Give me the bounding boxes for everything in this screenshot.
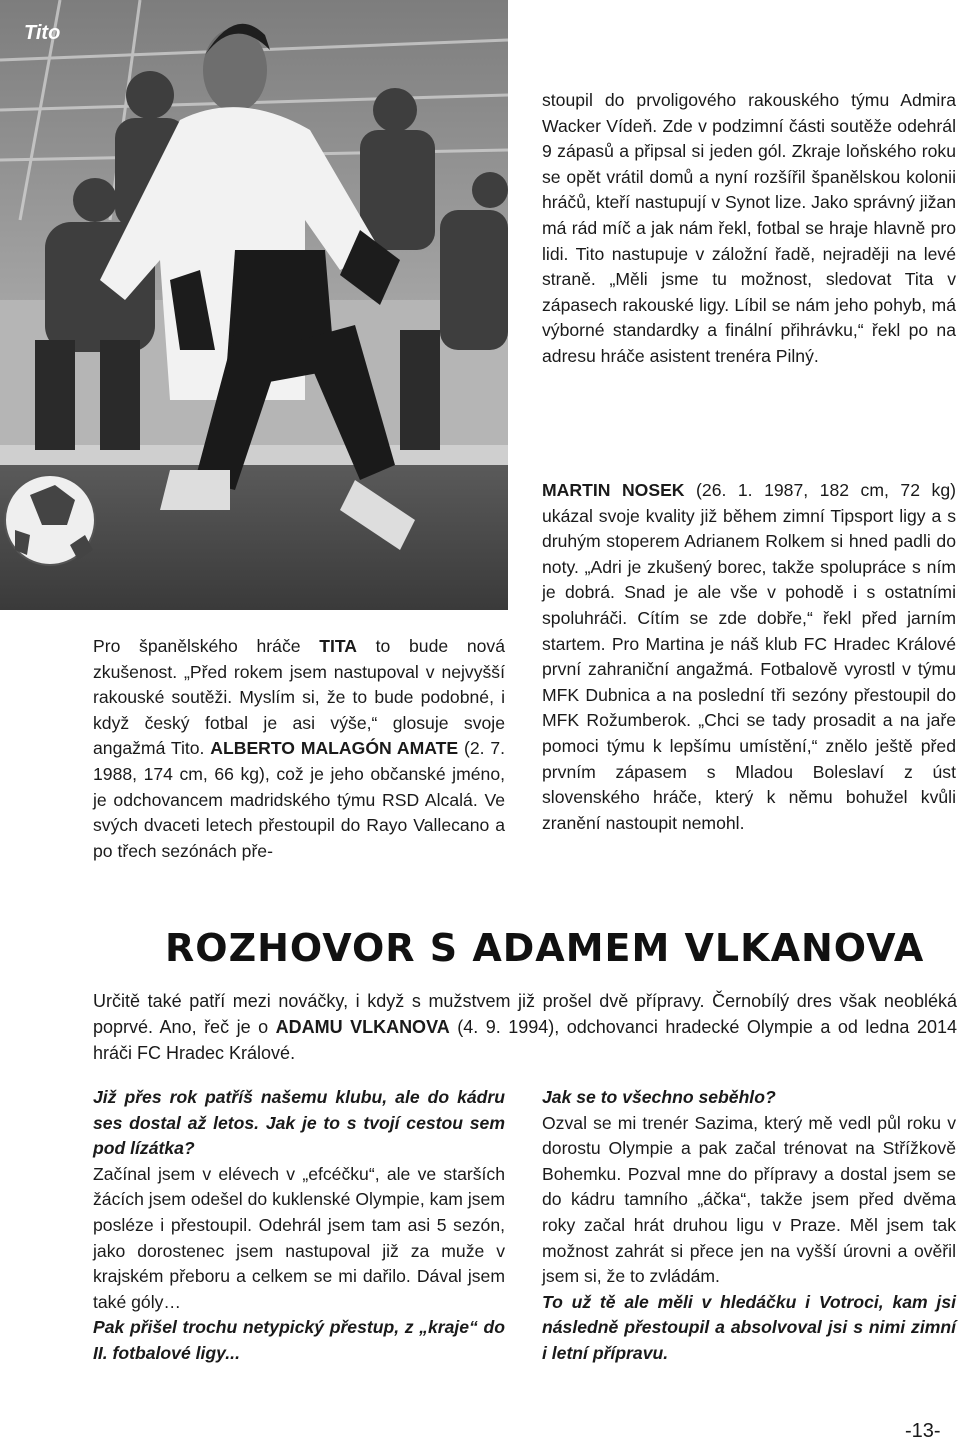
photo-caption: Tito bbox=[24, 22, 61, 44]
intro-text-2: to bude nová zkušenost. „Před rokem jsem nastupoval v nejvyšší rakouské soutěži. Myslím si, že to bude podobné, i když český fotbal je asi výše,“ glosuje svoje angažmá Tito. bbox=[93, 636, 505, 759]
interviewee-name: ADAMU VLKANOVA bbox=[275, 1017, 450, 1037]
player-photo bbox=[0, 0, 508, 610]
question-3: Jak se to všechno seběhlo? bbox=[542, 1087, 776, 1107]
intro-text-1: Pro španělského hráče bbox=[93, 636, 320, 656]
player-name-tito: TITA bbox=[319, 636, 357, 656]
question-1: Již přes rok patříš našemu klubu, ale do kádru ses dostal až letos. Jak je to s tvojí cestou sem pod lízátka? bbox=[93, 1087, 505, 1159]
answer-3: Ozval se mi trenér Sazima, který mě vedl půl roku v dorostu Olympie a pak začal trénovat na Střížkově Bohemku. Pozval mne do přípravy a dostal jsem se do kádru tamního „áčka“, takže jsem před dvěma roky začal hrát druhou ligu v Praze. Měl jsem tak možnost zahrát si přece jen na vyšší úrovni a ověřil jsem si, že to zvládám. bbox=[542, 1112, 956, 1287]
article-intro-right bbox=[542, 88, 956, 370]
interview-heading: ROZHOVOR S ADAMEM VLKANOVA bbox=[165, 926, 925, 970]
interview-intro bbox=[93, 988, 957, 1066]
intro-right-text: stoupil do prvoligového rakouského týmu Admira Wacker Vídeň. Zde v podzimní části soutěže odehrál 9 zápasů a připsal si jeden gól. Zkraje loňského roku se opět vrátil domů a nyní rozšířil španělskou kolonii hráčů, kteří nastupují v Synot lize. Jako správný jižan má rád míč a jak nám řekl, fotbal se hraje hlavně pro lidi. Tito nastupuje v záložní řadě, nejraději na levé straně. „Měli jsme tu možnost, sledovat Tita v zápasech rakouské ligy. Líbil se nám jeho pohyb, má výborné standardky a finální přihrávku,“ řekl po na adresu hráče asistent trenéra Pilný. bbox=[542, 90, 956, 366]
player-name-nosek: MARTIN NOSEK bbox=[542, 480, 685, 500]
question-4: To už tě ale měli v hledáčku i Votroci, kam jsi následně přestoupil a absolvoval jsi s nimi zimní i letní přípravu. bbox=[542, 1291, 956, 1363]
article-nosek bbox=[542, 478, 956, 836]
player-photo-illustration bbox=[0, 0, 508, 610]
page-number: -13- bbox=[905, 1420, 941, 1442]
player-fullname: ALBERTO MALAGÓN AMATE bbox=[210, 738, 459, 759]
interview-intro-a: Určitě také patří mezi nováčky, i když s mužstvem již prošel dvě přípravy. Černobílý dres však neobléká poprvé. Ano, řeč je o bbox=[93, 991, 957, 1037]
answer-1: Začínal jsem v elévech v „efcéčku“, ale ve starších žácích jsem odešel do kuklenské Olympie, kam jsem posléze i přestoupil. Odehrál jsem tam asi 5 sezón, jako dorostenec jsem nastupoval již za muže v krajském přeboru a celkem se mi dařilo. Dával jsem také góly… bbox=[93, 1163, 505, 1312]
interview-intro-b: (4. 9. 1994), odchovanci hradecké Olympie a od ledna 2014 hráči FC Hradec Králové. bbox=[93, 1017, 957, 1063]
interview-qa-right bbox=[542, 1085, 956, 1367]
intro-text-3: (2. 7. 1988, 174 cm, 66 kg), což je jeho občanské jméno, je odchovancem madridského týmu RSD Alcalá. Ve svých dvaceti letech přestoupil do Rayo Vallecano a po třech sezónách pře- bbox=[93, 738, 506, 861]
article-intro-left bbox=[93, 634, 505, 864]
nosek-text: (26. 1. 1987, 182 cm, 72 kg) ukázal svoje kvality již během zimní Tipsport ligy a s druhým stoperem Adrianem Rolkem si hned padli do noty. „Adri je zkušený borec, takže spolupráce s ním je dobrá. Snad je ale vše v pohodě i s ostatními spoluhráči. Cítím se zde dobře,“ řekl před jarním startem. Pro Martina je náš klub FC Hradec Králové první zahraniční angažmá. Fotbalově vyrostl v týmu MFK Dubnica a na poslední tři sezóny přestoupil do MFK Rožumberok. „Chci se tady prosadit a na jaře pomoci týmu k lepšímu umístění,“ znělo ještě před prvním zápasem s Mladou Boleslaví z úst slovenského hráče, který k němu bohužel kvůli zranění nastoupit nemohl. bbox=[542, 480, 956, 833]
interview-qa-left bbox=[93, 1085, 505, 1367]
question-2: Pak přišel trochu netypický přestup, z „kraje“ do II. fotbalové ligy... bbox=[93, 1317, 505, 1363]
